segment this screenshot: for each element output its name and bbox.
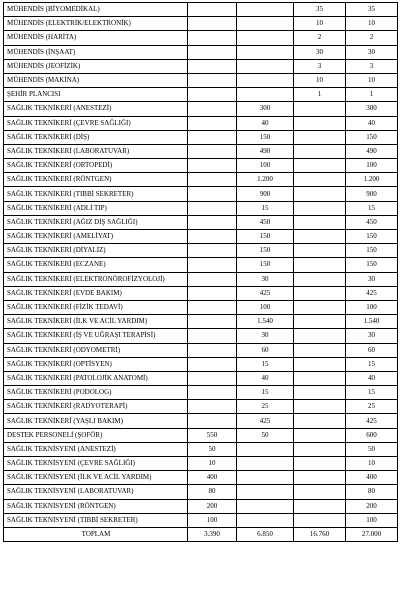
cell-col2: 425: [237, 286, 294, 300]
position-title: SAĞLIK TEKNİKERİ (FİZİK TEDAVİ): [4, 300, 188, 314]
cell-col1: [188, 386, 237, 400]
cell-col1: [188, 357, 237, 371]
table-row: [4, 88, 398, 102]
cell-col3: [294, 329, 346, 343]
cell-col3: 10: [294, 73, 346, 87]
cell-col4: 30: [346, 45, 398, 59]
cell-col2: [237, 457, 294, 471]
position-title: SAĞLIK TEKNİKERİ (PODOLOG): [4, 386, 188, 400]
position-title: SAĞLIK TEKNİSYENİ (TIBBİ SEKRETER): [4, 513, 188, 527]
position-title: SAĞLIK TEKNİKERİ (OPTİSYEN): [4, 357, 188, 371]
table-row: [4, 159, 398, 173]
table-row: [4, 59, 398, 73]
cell-col3: [294, 173, 346, 187]
cell-col3: [294, 201, 346, 215]
cell-col3: [294, 230, 346, 244]
position-title: SAĞLIK TEKNİSYENİ (ANESTEZİ): [4, 442, 188, 456]
cell-col1: [188, 144, 237, 158]
cell-col2: 15: [237, 386, 294, 400]
position-title: SAĞLIK TEKNİKERİ (DİYALİZ): [4, 244, 188, 258]
cell-col3: [294, 386, 346, 400]
table-row: [4, 329, 398, 343]
cell-col2: 100: [237, 159, 294, 173]
cell-col4: 1: [346, 88, 398, 102]
table-row: [4, 45, 398, 59]
cell-col2: [237, 17, 294, 31]
cell-col2: 450: [237, 215, 294, 229]
table-row: [4, 31, 398, 45]
cell-col3: [294, 442, 346, 456]
cell-col1: [188, 315, 237, 329]
cell-col1: 50: [188, 442, 237, 456]
cell-col3: 35: [294, 3, 346, 17]
table-row: [4, 300, 398, 314]
position-title: MÜHENDİS (JEOFİZİK): [4, 59, 188, 73]
position-title: SAĞLIK TEKNİKERİ (EVDE BAKIM): [4, 286, 188, 300]
cell-col4: 300: [346, 102, 398, 116]
cell-col4: 3: [346, 59, 398, 73]
cell-col1: [188, 215, 237, 229]
cell-col4: 25: [346, 400, 398, 414]
cell-col2: [237, 88, 294, 102]
cell-col3: [294, 272, 346, 286]
table-row: [4, 471, 398, 485]
cell-col2: 1.540: [237, 315, 294, 329]
cell-col1: [188, 59, 237, 73]
position-title: SAĞLIK TEKNİKERİ (LABORATUVAR): [4, 144, 188, 158]
cell-col3: [294, 300, 346, 314]
cell-col3: [294, 485, 346, 499]
position-title: MÜHENDİS (ELEKTRİK/ELEKTRONİK): [4, 17, 188, 31]
cell-col4: 80: [346, 485, 398, 499]
table-row: [4, 386, 398, 400]
total-col4: 27.000: [346, 527, 398, 541]
position-title: SAĞLIK TEKNİSYENİ (LABORATUVAR): [4, 485, 188, 499]
cell-col3: [294, 513, 346, 527]
table-row: [4, 215, 398, 229]
cell-col2: 150: [237, 230, 294, 244]
cell-col1: [188, 88, 237, 102]
cell-col3: [294, 414, 346, 428]
cell-col1: [188, 230, 237, 244]
total-col3: 16.760: [294, 527, 346, 541]
table-row: [4, 371, 398, 385]
cell-col2: [237, 45, 294, 59]
position-title: SAĞLIK TEKNİKERİ (ÇEVRE SAĞLIĞI): [4, 116, 188, 130]
table-row: [4, 315, 398, 329]
cell-col3: 3: [294, 59, 346, 73]
cell-col4: 30: [346, 329, 398, 343]
cell-col4: 10: [346, 73, 398, 87]
table-body: [4, 3, 398, 528]
cell-col4: 150: [346, 258, 398, 272]
staff-allocation-table: [3, 2, 398, 542]
table-row: [4, 17, 398, 31]
position-title: SAĞLIK TEKNİKERİ (YAŞLI BAKIM): [4, 414, 188, 428]
position-title: SAĞLIK TEKNİKERİ (TIBBİ SEKRETER): [4, 187, 188, 201]
cell-col4: 150: [346, 230, 398, 244]
cell-col1: 200: [188, 499, 237, 513]
position-title: MÜHENDİS (İNŞAAT): [4, 45, 188, 59]
cell-col2: 15: [237, 357, 294, 371]
cell-col1: [188, 130, 237, 144]
cell-col3: [294, 286, 346, 300]
cell-col3: [294, 371, 346, 385]
cell-col3: 1: [294, 88, 346, 102]
table-row: [4, 485, 398, 499]
table-row: [4, 272, 398, 286]
cell-col2: 150: [237, 258, 294, 272]
cell-col2: 425: [237, 414, 294, 428]
cell-col2: [237, 471, 294, 485]
position-title: DESTEK PERSONELİ (ŞOFÖR): [4, 428, 188, 442]
position-title: SAĞLIK TEKNİKERİ (ADLİ TIP): [4, 201, 188, 215]
table-row: [4, 173, 398, 187]
table-row: [4, 414, 398, 428]
table-row: [4, 357, 398, 371]
cell-col3: [294, 130, 346, 144]
cell-col1: [188, 343, 237, 357]
cell-col4: 2: [346, 31, 398, 45]
total-col2: 6.850: [237, 527, 294, 541]
table-row: [4, 513, 398, 527]
position-title: MÜHENDİS (MAKİNA): [4, 73, 188, 87]
table-row: [4, 442, 398, 456]
table-row: [4, 130, 398, 144]
position-title: MÜHENDİS (BİYOMEDİKAL): [4, 3, 188, 17]
cell-col2: 900: [237, 187, 294, 201]
cell-col1: [188, 201, 237, 215]
cell-col3: 2: [294, 31, 346, 45]
position-title: SAĞLIK TEKNİSYENİ (RÖNTGEN): [4, 499, 188, 513]
position-title: SAĞLIK TEKNİKERİ (AĞIZ DİŞ SAĞLIĞI): [4, 215, 188, 229]
table-row: [4, 116, 398, 130]
cell-col2: 490: [237, 144, 294, 158]
cell-col3: [294, 457, 346, 471]
cell-col4: 10: [346, 457, 398, 471]
table-row: [4, 428, 398, 442]
cell-col3: [294, 244, 346, 258]
cell-col2: [237, 485, 294, 499]
table-row: [4, 343, 398, 357]
cell-col4: 900: [346, 187, 398, 201]
cell-col3: [294, 428, 346, 442]
cell-col4: 40: [346, 371, 398, 385]
cell-col4: 425: [346, 286, 398, 300]
cell-col3: [294, 357, 346, 371]
cell-col3: [294, 315, 346, 329]
cell-col1: 80: [188, 485, 237, 499]
position-title: ŞEHİR PLANCISI: [4, 88, 188, 102]
table-row: [4, 457, 398, 471]
cell-col3: [294, 187, 346, 201]
cell-col3: [294, 102, 346, 116]
cell-col1: [188, 3, 237, 17]
cell-col1: [188, 159, 237, 173]
cell-col4: 15: [346, 386, 398, 400]
cell-col3: [294, 499, 346, 513]
table-row: [4, 286, 398, 300]
position-title: SAĞLIK TEKNİKERİ (ORTOPEDİ): [4, 159, 188, 173]
cell-col1: [188, 73, 237, 87]
cell-col4: 150: [346, 244, 398, 258]
cell-col1: [188, 371, 237, 385]
cell-col1: [188, 244, 237, 258]
position-title: SAĞLIK TEKNİKERİ (PATOLOJİK ANATOMİ): [4, 371, 188, 385]
cell-col2: [237, 31, 294, 45]
cell-col1: [188, 300, 237, 314]
cell-col4: 50: [346, 442, 398, 456]
cell-col1: 400: [188, 471, 237, 485]
cell-col4: 100: [346, 159, 398, 173]
position-title: SAĞLIK TEKNİKERİ (İŞ VE UĞRAŞI TERAPİSİ): [4, 329, 188, 343]
cell-col4: 400: [346, 471, 398, 485]
position-title: SAĞLIK TEKNİSYENİ (İLK VE ACİL YARDIM): [4, 471, 188, 485]
position-title: SAĞLIK TEKNİKERİ (DİŞ): [4, 130, 188, 144]
total-label: TOPLAM: [4, 527, 188, 541]
cell-col1: [188, 400, 237, 414]
cell-col4: 60: [346, 343, 398, 357]
cell-col1: [188, 329, 237, 343]
total-col1: 3.390: [188, 527, 237, 541]
position-title: SAĞLIK TEKNİKERİ (İLK VE ACİL YARDIM): [4, 315, 188, 329]
table-row: [4, 73, 398, 87]
cell-col3: 10: [294, 17, 346, 31]
table-row: [4, 258, 398, 272]
cell-col4: 10: [346, 17, 398, 31]
cell-col2: 100: [237, 300, 294, 314]
cell-col2: [237, 442, 294, 456]
cell-col2: 150: [237, 244, 294, 258]
cell-col2: 60: [237, 343, 294, 357]
cell-col2: [237, 513, 294, 527]
cell-col4: 35: [346, 3, 398, 17]
cell-col1: 550: [188, 428, 237, 442]
table-row: [4, 144, 398, 158]
cell-col3: [294, 116, 346, 130]
cell-col1: 10: [188, 457, 237, 471]
cell-col4: 1.200: [346, 173, 398, 187]
cell-col4: 15: [346, 201, 398, 215]
cell-col3: [294, 343, 346, 357]
cell-col4: 100: [346, 300, 398, 314]
cell-col4: 150: [346, 130, 398, 144]
cell-col2: 30: [237, 329, 294, 343]
cell-col2: 1.200: [237, 173, 294, 187]
position-title: SAĞLIK TEKNİKERİ (RADYOTERAPİ): [4, 400, 188, 414]
cell-col3: [294, 144, 346, 158]
cell-col1: [188, 45, 237, 59]
position-title: SAĞLIK TEKNİKERİ (ECZANE): [4, 258, 188, 272]
cell-col3: [294, 258, 346, 272]
cell-col2: 30: [237, 272, 294, 286]
cell-col3: [294, 159, 346, 173]
cell-col4: 40: [346, 116, 398, 130]
position-title: SAĞLIK TEKNİKERİ (ELEKTRONÖROFİZYOLOJİ): [4, 272, 188, 286]
table-row: [4, 102, 398, 116]
cell-col1: [188, 258, 237, 272]
table-row: [4, 187, 398, 201]
table-row: [4, 499, 398, 513]
cell-col1: [188, 102, 237, 116]
cell-col1: [188, 286, 237, 300]
cell-col2: [237, 73, 294, 87]
cell-col4: 30: [346, 272, 398, 286]
cell-col4: 15: [346, 357, 398, 371]
cell-col2: 25: [237, 400, 294, 414]
position-title: MÜHENDİS (HARİTA): [4, 31, 188, 45]
cell-col2: 50: [237, 428, 294, 442]
table-row: [4, 230, 398, 244]
cell-col1: [188, 272, 237, 286]
cell-col2: 15: [237, 201, 294, 215]
cell-col2: [237, 59, 294, 73]
cell-col2: 150: [237, 130, 294, 144]
position-title: SAĞLIK TEKNİKERİ (ANESTEZİ): [4, 102, 188, 116]
cell-col3: [294, 400, 346, 414]
cell-col2: 40: [237, 371, 294, 385]
cell-col4: 200: [346, 499, 398, 513]
cell-col1: 100: [188, 513, 237, 527]
position-title: SAĞLIK TEKNİKERİ (AMELİYAT): [4, 230, 188, 244]
cell-col4: 425: [346, 414, 398, 428]
cell-col2: 300: [237, 102, 294, 116]
position-title: SAĞLIK TEKNİKERİ (ODYOMETRİ): [4, 343, 188, 357]
cell-col2: [237, 499, 294, 513]
cell-col4: 490: [346, 144, 398, 158]
cell-col3: 30: [294, 45, 346, 59]
total-row: [4, 527, 398, 541]
cell-col1: [188, 31, 237, 45]
cell-col4: 600: [346, 428, 398, 442]
cell-col4: 100: [346, 513, 398, 527]
cell-col1: [188, 173, 237, 187]
cell-col1: [188, 414, 237, 428]
cell-col1: [188, 187, 237, 201]
table-row: [4, 3, 398, 17]
cell-col4: 450: [346, 215, 398, 229]
cell-col4: 1.540: [346, 315, 398, 329]
cell-col2: [237, 3, 294, 17]
cell-col1: [188, 116, 237, 130]
table-row: [4, 400, 398, 414]
cell-col3: [294, 471, 346, 485]
table-row: [4, 244, 398, 258]
cell-col2: 40: [237, 116, 294, 130]
position-title: SAĞLIK TEKNİSYENİ (ÇEVRE SAĞLIĞI): [4, 457, 188, 471]
cell-col1: [188, 17, 237, 31]
position-title: SAĞLIK TEKNİKERİ (RÖNTGEN): [4, 173, 188, 187]
table-row: [4, 201, 398, 215]
cell-col3: [294, 215, 346, 229]
